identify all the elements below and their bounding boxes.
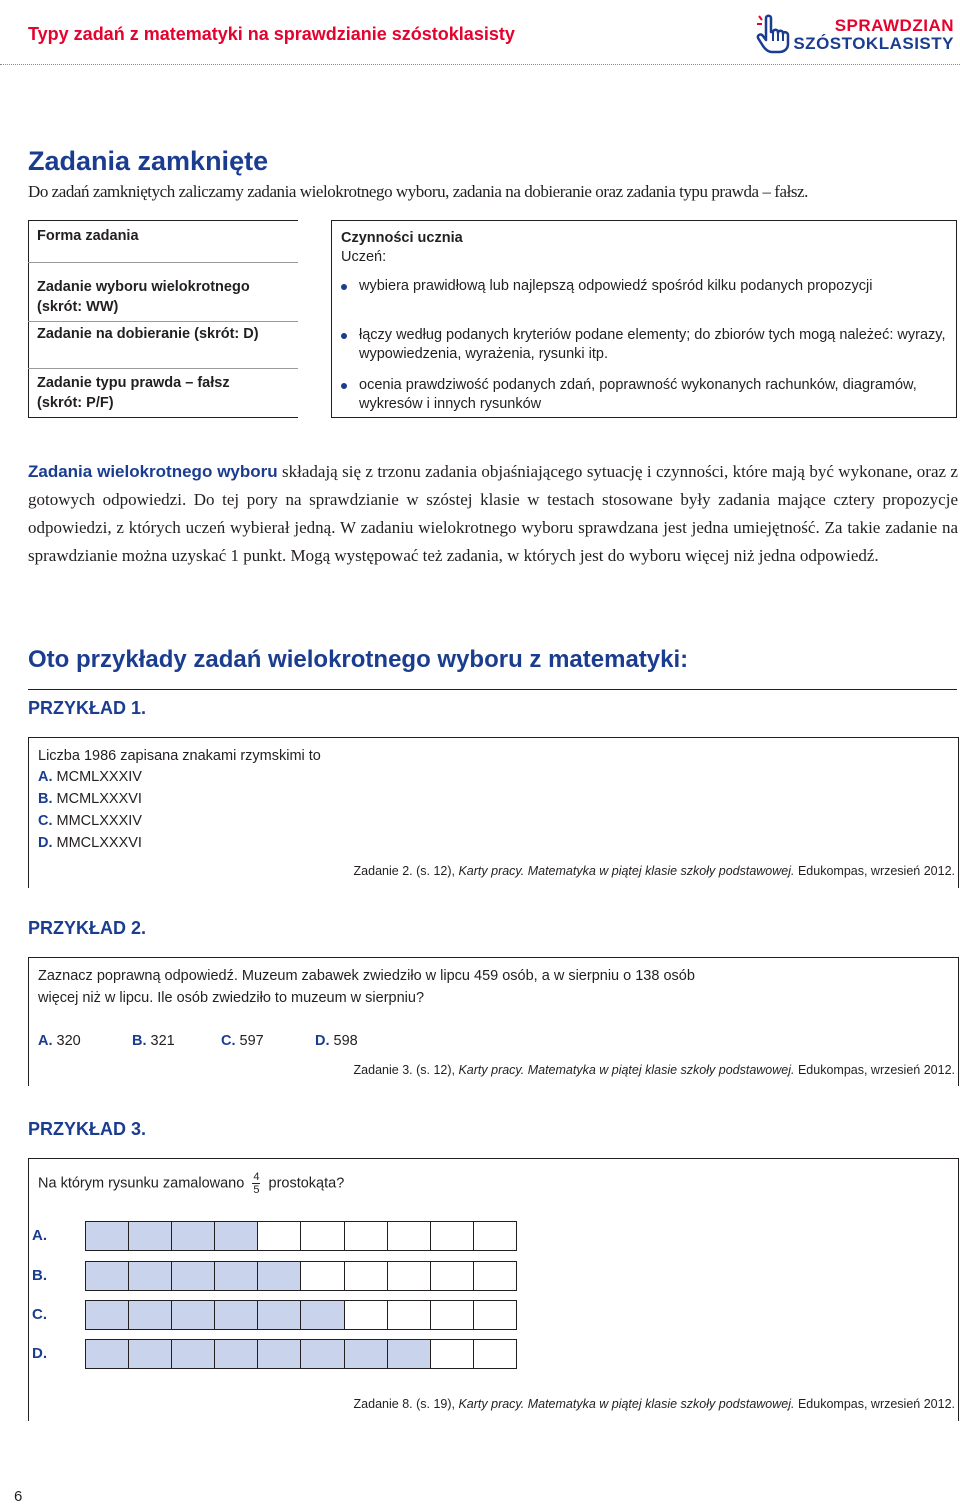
section-title: Zadania zamknięte bbox=[28, 146, 269, 176]
logo bbox=[756, 14, 956, 58]
option-letter: C. bbox=[38, 813, 53, 829]
header-divider bbox=[0, 64, 960, 65]
empty-segment bbox=[345, 1222, 388, 1250]
example-1-box bbox=[28, 737, 959, 888]
option-letter: D. bbox=[38, 835, 53, 851]
example-2-box bbox=[28, 957, 959, 1086]
form-d: Zadanie na dobieranie (skrót: D) bbox=[37, 326, 259, 342]
filled-segment bbox=[215, 1222, 258, 1250]
action-text: ocenia prawdziwość podanych zdań, poprawność wykonanych rachunków, diagramów, wykresów i innych rysunków bbox=[359, 377, 917, 412]
empty-segment bbox=[388, 1301, 431, 1329]
option-b bbox=[132, 1030, 175, 1052]
filled-segment bbox=[172, 1340, 215, 1368]
form-ww: Zadanie wyboru wielokrotnego (skrót: WW) bbox=[37, 279, 250, 315]
action-text: wybiera prawidłową lub najlepszą odpowiedź spośród kilku podanych propozycji bbox=[359, 278, 873, 294]
empty-segment bbox=[431, 1301, 474, 1329]
examples-divider bbox=[28, 689, 957, 690]
question-text: prostokąta? bbox=[268, 1175, 345, 1192]
option-text: MMCLXXXIV bbox=[52, 813, 142, 829]
option-letter: C. bbox=[221, 1033, 236, 1049]
option-letter: A. bbox=[38, 769, 53, 785]
task-forms-table bbox=[28, 220, 957, 418]
table-rule bbox=[28, 368, 298, 369]
student-actions-column bbox=[331, 220, 957, 418]
example-2-question-line2: więcej niż w lipcu. Ile osób zwiedziło to muzeum w sierpniu? bbox=[38, 990, 425, 1006]
source-publisher: Edukompas, wrzesień 2012. bbox=[794, 1397, 955, 1411]
pointing-hand-icon bbox=[756, 14, 790, 59]
example-2-source bbox=[354, 1063, 955, 1077]
option-a bbox=[38, 1030, 81, 1052]
option-letter: A. bbox=[32, 1227, 47, 1244]
segmented-rectangle bbox=[85, 1261, 517, 1291]
source-publisher: Edukompas, wrzesień 2012. bbox=[794, 1063, 955, 1077]
fraction-denominator: 5 bbox=[253, 1184, 260, 1196]
source-title: Karty pracy. Matematyka w piątej klasie szkoły podstawowej. bbox=[458, 864, 795, 878]
example-1-source bbox=[354, 864, 955, 878]
option-a bbox=[38, 766, 142, 788]
fraction-numerator: 4 bbox=[253, 1171, 260, 1183]
filled-segment bbox=[172, 1301, 215, 1329]
source-title: Karty pracy. Matematyka w piątej klasie szkoły podstawowej. bbox=[458, 1397, 795, 1411]
option-text: 597 bbox=[235, 1033, 264, 1049]
empty-segment bbox=[301, 1222, 344, 1250]
example-1-question: Liczba 1986 zapisana znakami rzymskimi to bbox=[38, 748, 321, 764]
option-letter: D. bbox=[315, 1033, 330, 1049]
option-letter: D. bbox=[32, 1345, 47, 1362]
option-letter: C. bbox=[32, 1306, 47, 1323]
segmented-rectangle bbox=[85, 1221, 517, 1251]
empty-segment bbox=[474, 1340, 516, 1368]
source-ref: Zadanie 8. (s. 19), bbox=[353, 1397, 459, 1411]
table-rule bbox=[28, 220, 298, 221]
option-d bbox=[38, 832, 142, 854]
empty-segment bbox=[345, 1262, 388, 1290]
option-c bbox=[38, 810, 142, 832]
filled-segment bbox=[86, 1262, 129, 1290]
source-title: Karty pracy. Matematyka w piątej klasie szkoły podstawowej. bbox=[458, 1063, 795, 1077]
example-3-source bbox=[354, 1397, 955, 1411]
example-3-question bbox=[38, 1171, 344, 1196]
example-1-label: PRZYKŁAD 1. bbox=[28, 698, 147, 718]
option-text: MCMLXXXVI bbox=[52, 791, 142, 807]
option-letter: B. bbox=[38, 791, 53, 807]
filled-segment bbox=[388, 1340, 431, 1368]
logo-text-szostoklasisty: SZÓSTOKLASISTY bbox=[793, 34, 954, 53]
empty-segment bbox=[474, 1222, 516, 1250]
source-ref: Zadanie 2. (s. 12), bbox=[353, 864, 459, 878]
bullet-icon bbox=[341, 333, 347, 339]
section-intro: Do zadań zamkniętych zaliczamy zadania wielokrotnego wyboru, zadania na dobieranie oraz zadania typu prawda – fałsz. bbox=[28, 182, 808, 201]
filled-segment bbox=[215, 1340, 258, 1368]
example-3-label: PRZYKŁAD 3. bbox=[28, 1119, 147, 1139]
source-ref: Zadanie 3. (s. 12), bbox=[353, 1063, 459, 1077]
filled-segment bbox=[301, 1340, 344, 1368]
paragraph-text: składają się z trzonu zadania objaśniającego sytuację i czynności, które mają być wykonane, oraz z gotowych odpowiedzi. Do tej pory na sprawdzianie w szóstej klasie w testach stosowane były zadania mające cztery propozycje odpowiedzi, z których uczeń wybierał jedną. W zadaniu wielokrotnego wyboru sprawdzana jest jedna umiejętność. Za takie zadanie na sprawdzianie można uzyskać 1 punkt. Mogą występować też zadania, w których jest do wyboru więcej niż jedna odpowiedź. bbox=[28, 462, 958, 565]
filled-segment bbox=[258, 1262, 301, 1290]
multiple-choice-description bbox=[28, 458, 958, 570]
segmented-rectangle bbox=[85, 1300, 517, 1330]
forms-header: Forma zadania bbox=[37, 228, 139, 244]
filled-segment bbox=[129, 1222, 172, 1250]
source-publisher: Edukompas, wrzesień 2012. bbox=[794, 864, 955, 878]
empty-segment bbox=[388, 1262, 431, 1290]
filled-segment bbox=[86, 1301, 129, 1329]
option-text: 320 bbox=[52, 1033, 81, 1049]
bullet-icon bbox=[341, 383, 347, 389]
form-pf: Zadanie typu prawda – fałsz (skrót: P/F) bbox=[37, 375, 230, 411]
table-rule bbox=[28, 321, 298, 322]
filled-segment bbox=[129, 1340, 172, 1368]
option-letter: A. bbox=[38, 1033, 53, 1049]
page-number: 6 bbox=[14, 1488, 23, 1505]
example-2-label: PRZYKŁAD 2. bbox=[28, 918, 147, 938]
empty-segment bbox=[258, 1222, 301, 1250]
paragraph-lead: Zadania wielokrotnego wyboru bbox=[28, 462, 278, 481]
actions-header bbox=[341, 229, 463, 267]
empty-segment bbox=[431, 1222, 474, 1250]
actions-header-sub: Uczeń: bbox=[341, 249, 387, 265]
option-d bbox=[315, 1030, 358, 1052]
empty-segment bbox=[345, 1301, 388, 1329]
option-letter: B. bbox=[132, 1033, 147, 1049]
empty-segment bbox=[431, 1262, 474, 1290]
option-letter: B. bbox=[32, 1267, 47, 1284]
empty-segment bbox=[474, 1301, 516, 1329]
empty-segment bbox=[431, 1340, 474, 1368]
filled-segment bbox=[345, 1340, 388, 1368]
option-text: 321 bbox=[146, 1033, 175, 1049]
filled-segment bbox=[172, 1262, 215, 1290]
example-3-box bbox=[28, 1158, 959, 1421]
option-c bbox=[221, 1030, 264, 1052]
option-text: MCMLXXXIV bbox=[52, 769, 142, 785]
running-header-title: Typy zadań z matematyki na sprawdzianie szóstoklasisty bbox=[28, 24, 515, 44]
filled-segment bbox=[86, 1340, 129, 1368]
table-rule bbox=[28, 417, 298, 418]
segmented-rectangle bbox=[85, 1339, 517, 1369]
question-text: Na którym rysunku zamalowano bbox=[38, 1175, 245, 1192]
option-b bbox=[38, 788, 142, 810]
empty-segment bbox=[388, 1222, 431, 1250]
filled-segment bbox=[301, 1301, 344, 1329]
actions-header-title: Czynności ucznia bbox=[341, 230, 463, 246]
option-text: 598 bbox=[329, 1033, 358, 1049]
empty-segment bbox=[301, 1262, 344, 1290]
logo-text-sprawdzian: SPRAWDZIAN bbox=[834, 16, 954, 35]
examples-heading: Oto przykłady zadań wielokrotnego wyboru z matematyki: bbox=[28, 646, 689, 673]
task-forms-column bbox=[28, 220, 298, 418]
filled-segment bbox=[86, 1222, 129, 1250]
filled-segment bbox=[215, 1301, 258, 1329]
empty-segment bbox=[474, 1262, 516, 1290]
table-border bbox=[28, 220, 29, 418]
filled-segment bbox=[258, 1340, 301, 1368]
example-2-question-line1: Zaznacz poprawną odpowiedź. Muzeum zabawek zwiedziło w lipcu 459 osób, a w sierpniu o 138 osób bbox=[38, 968, 695, 984]
filled-segment bbox=[129, 1262, 172, 1290]
filled-segment bbox=[129, 1301, 172, 1329]
bullet-icon bbox=[341, 284, 347, 290]
filled-segment bbox=[258, 1301, 301, 1329]
action-text: łączy według podanych kryteriów podane elementy; do zbiorów tych mogą należeć: wyrazy, wypowiedzenia, wyrażenia, rysunki itp. bbox=[359, 327, 946, 362]
filled-segment bbox=[215, 1262, 258, 1290]
filled-segment bbox=[172, 1222, 215, 1250]
table-rule bbox=[28, 262, 298, 263]
fraction bbox=[252, 1171, 260, 1196]
option-text: MMCLXXXVI bbox=[52, 835, 142, 851]
